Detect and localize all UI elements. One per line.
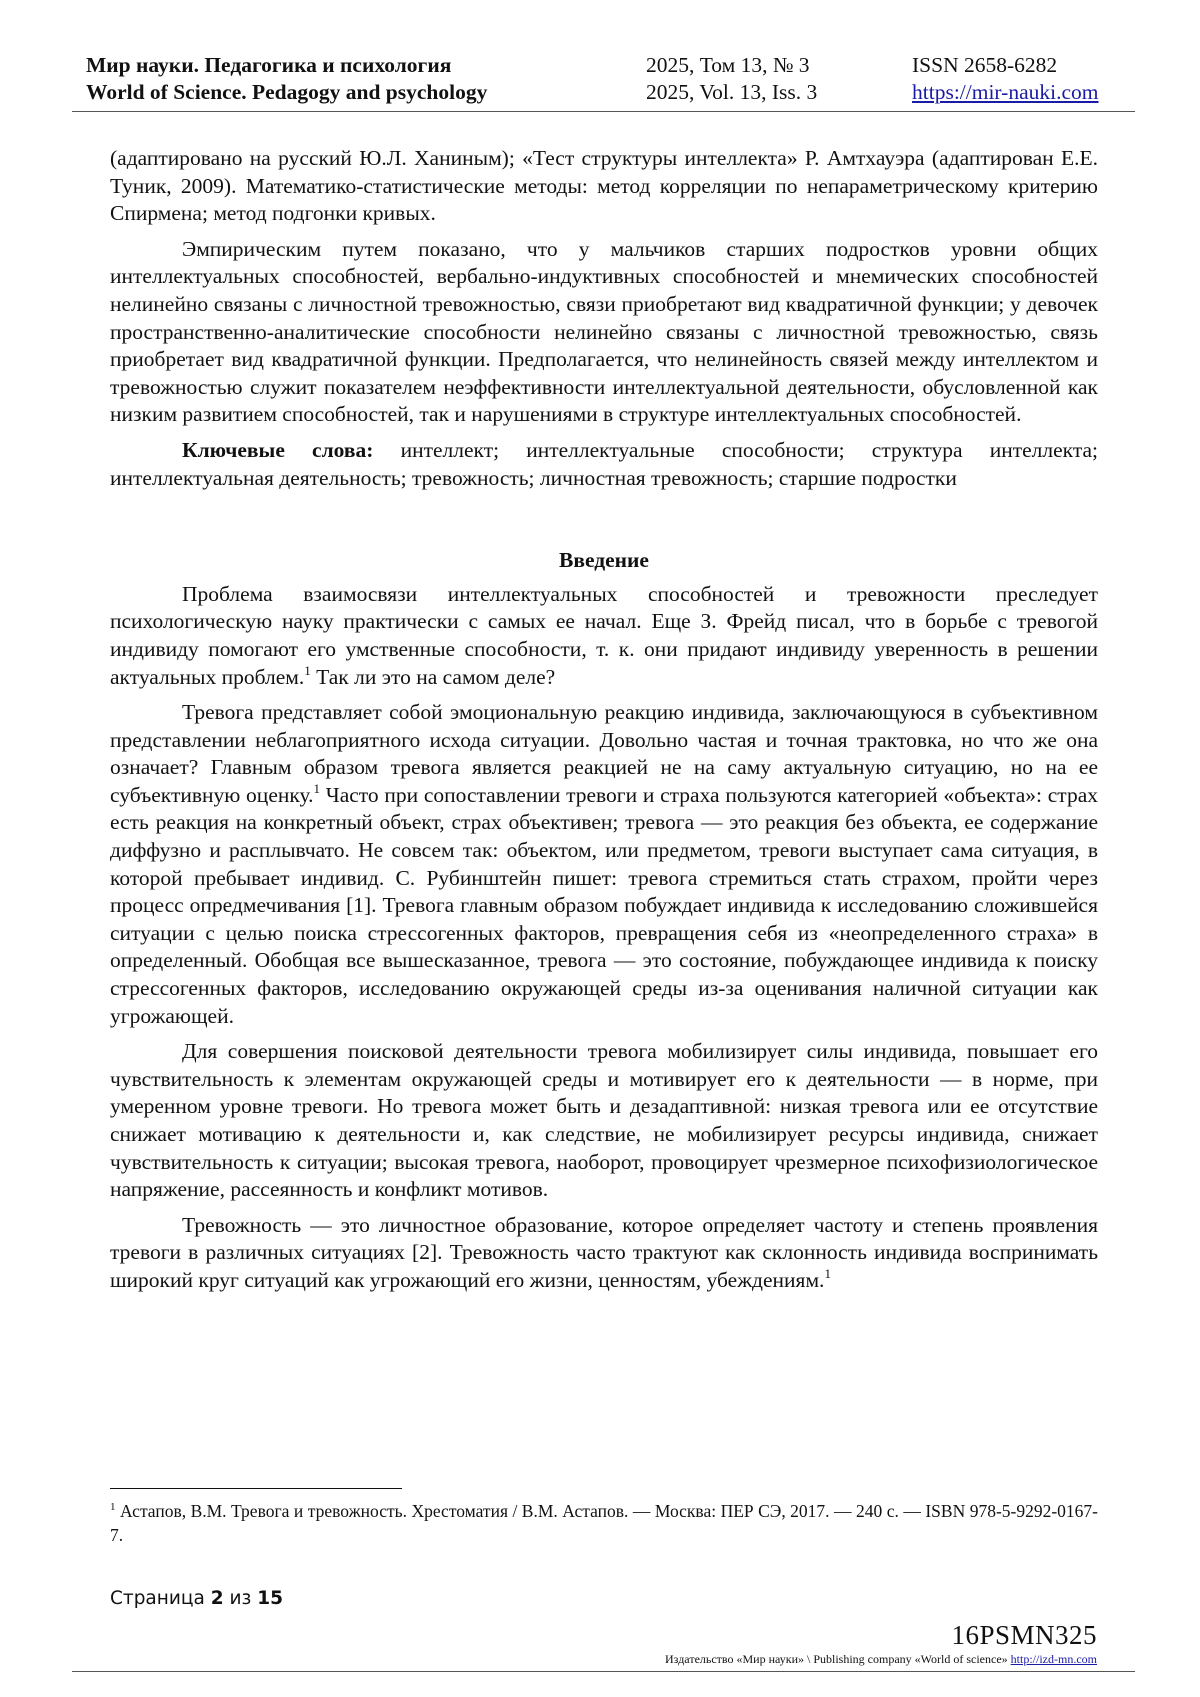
issue-block [646, 52, 817, 106]
paragraph-intro-4 [110, 1212, 1098, 1295]
footnote-ref[interactable]: 1 [824, 1265, 831, 1281]
footnote-text: Астапов, В.М. Тревога и тревожность. Хрестоматия / В.М. Астапов. — Москва: ПЕР СЭ, 2017. — 240 с. — ISBN 978-5-9292-0167-7. [110, 1501, 1098, 1545]
issue-ru: 2025, Том 13, № 3 [646, 53, 810, 77]
footnote-divider [110, 1488, 402, 1489]
footer-divider [72, 1671, 1135, 1672]
paragraph-text: Так ли это на самом деле? [310, 664, 556, 689]
paragraph-intro-1 [110, 581, 1098, 691]
journal-title-en: World of Science. Pedagogy and psychology [86, 80, 488, 104]
footnote [110, 1499, 1098, 1547]
journal-title-block [86, 52, 487, 106]
publisher-text: Издательство «Мир науки» \ Publishing company «World of science» [665, 1652, 1011, 1666]
page-of: из [229, 1588, 252, 1609]
keywords [110, 437, 1098, 492]
page-word: Страница [110, 1588, 205, 1609]
publisher-line [665, 1652, 1097, 1667]
journal-url-link[interactable]: https://mir-nauki.com [912, 80, 1099, 104]
issue-en: 2025, Vol. 13, Iss. 3 [646, 80, 818, 104]
page-number [110, 1588, 283, 1609]
page-total: 15 [257, 1588, 283, 1609]
keywords-label: Ключевые слова: [182, 437, 374, 462]
page-current: 2 [210, 1588, 224, 1609]
paragraph-intro-3: Для совершения поисковой деятельности тревога мобилизирует силы индивида, повышает его чувствительность к элементам окружающей среды и мотивирует его к деятельности — в норме, при умеренном уровне тревоги. Но тревога может быть и дезадаптивной: низкая тревога или ее отсутствие снижает мотивацию к деятельности и, как следствие, не мобилизирует ресурсы индивида, снижает чувствительность к ситуации; высокая тревога, наоборот, провоцирует чрезмерное психофизиологическое напряжение, рассеянность и конфликт мотивов. [110, 1039, 1098, 1202]
section-title: Введение [559, 548, 649, 573]
paragraph-results: Эмпирическим путем показано, что у мальчиков старших подростков уровни общих интеллектуальных способностей, вербально-индуктивных способностей и мнемических способностей нелинейно связаны с личностной тревожностью, связи приобретают вид квадратичной функции; у девочек пространственно-аналитические способности нелинейно связаны с личностной тревожностью, связь приобретает вид квадратичной функции. Предполагается, что нелинейность связей между интеллектом и тревожностью служит показателем неэффективности интеллектуальной деятельности, обусловленной как низким развитием способностей, так и нарушениями в структуре интеллектуальных способностей. [110, 236, 1098, 427]
issn-block [912, 52, 1098, 106]
article-body [110, 145, 1098, 1303]
footnote-number: 1 [110, 1501, 116, 1513]
footnote-ref[interactable]: 1 [304, 662, 311, 678]
paragraph-methods: (адаптировано на русский Ю.Л. Ханиным); «Тест структуры интеллекта» Р. Амтхауэра (адаптирован Е.Е. Туник, 2009). Математико-статистические методы: метод корреляции по непараметрическому критерию Спирмена; метод подгонки кривых. [110, 146, 1098, 226]
issn: ISSN 2658-6282 [912, 53, 1058, 77]
header-divider [72, 111, 1135, 112]
publisher-url-link[interactable]: http://izd-mn.com [1010, 1652, 1097, 1666]
paragraph-text: Проблема взаимосвязи интеллектуальных способностей и тревожности преследует психологическую науку практически с самых ее начал. Еще З. Фрейд писал, что в борьбе с тревогой индивиду помогают его умственные способности, т. к. они придают индивиду уверенность в решении актуальных проблем. [110, 581, 1098, 689]
paragraph-text: Тревожность — это личностное образование, которое определяет частоту и степень проявления тревоги в различных ситуациях [2]. Тревожность часто трактуют как склонность индивида воспринимать широкий круг ситуаций как угрожающий его жизни, ценностям, убеждениям. [110, 1212, 1098, 1292]
keywords-list: интеллект; интеллектуальные способности; структура интеллекта; интеллектуальная деятельность; тревожность; личностная тревожность; старшие подростки [110, 437, 1099, 490]
paragraph-intro-2 [110, 699, 1098, 1030]
journal-title-ru: Мир науки. Педагогика и психология [86, 53, 452, 77]
footnote-ref[interactable]: 1 [313, 780, 320, 796]
paragraph-text: Тревога представляет собой эмоциональную реакцию индивида, заключающуюся в субъективном представлении неблагоприятного исхода ситуации. Довольно частая и точная трактовка, но что же она означает? Главным образом тревога является реакцией не на саму актуальную ситуацию, но на ее субъективную оценку. [110, 700, 1098, 807]
paragraph-text: Часто при сопоставлении тревоги и страха пользуются категорией «объекта»: страх есть реакция на конкретный объект, страх объективен; тревога — это реакция без объекта, ее содержание диффузно и расплывчато. Не совсем так: объектом, или предметом, тревоги выступает сама ситуация, в которой пребывает индивид. С. Рубинштейн пишет: тревога стремиться стать страхом, пройти через процесс опредмечивания [1]. Тревога главным образом побуждает индивида к исследованию сложившейся ситуации с целью поиска стрессогенных факторов, превращения себя из «неопределенного страха» в определенный. Обобщая все вышесказанное, тревога — это состояние, побуждающее индивида к поиску стрессогенных факторов, исследованию окружающей среды из-за оценивания наличной ситуации как угрожающей. [110, 782, 1098, 1028]
article-code: 16PSMN325 [951, 1620, 1097, 1650]
